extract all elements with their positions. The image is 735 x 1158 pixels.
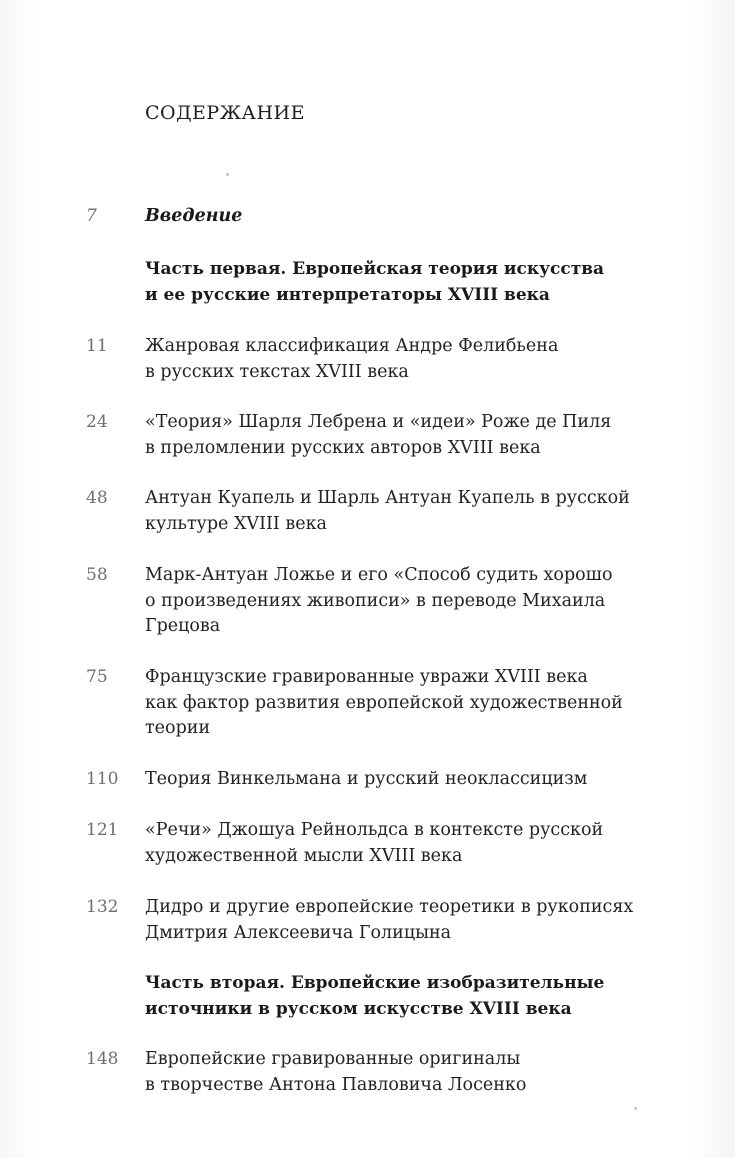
toc-page-number: 11	[86, 336, 108, 356]
toc-page-number: 121	[86, 820, 119, 840]
toc-page-number: 75	[86, 667, 108, 687]
toc-part-title: Часть вторая. Европейские изобразительные источники в русском искусстве XVIII века	[145, 973, 605, 1019]
toc-page-number: 110	[86, 769, 119, 789]
toc-entry-title: Дидро и другие европейские теоретики в рукописях Дмитрия Алексеевича Голицына	[145, 897, 634, 943]
toc-part-title: Часть первая. Европейская теория искусства и ее русские интерпретаторы XVIII века	[145, 259, 605, 305]
paper-speck	[226, 173, 229, 176]
toc-entry-title: Жанровая классификация Андре Фелибьена в русских текстах XVIII века	[145, 336, 559, 382]
toc-entry-title: Европейские гравированные оригиналы в творчестве Антона Павловича Лосенко	[145, 1049, 527, 1095]
toc-page-number: 7	[86, 206, 97, 226]
toc-entry-title: Антуан Куапель и Шарль Антуан Куапель в русской культуре XVIII века	[145, 488, 630, 534]
page-title: СОДЕРЖАНИЕ	[145, 102, 305, 124]
toc-entry-title: Марк-Антуан Ложье и его «Способ судить хорошо о произведениях живописи» в переводе Михаила Грецова	[145, 565, 613, 636]
toc-entry-title: Теория Винкельмана и русский неоклассицизм	[145, 769, 588, 789]
toc-page-number: 24	[86, 412, 108, 432]
toc-entry-title: «Речи» Джошуа Рейнольдса в контексте русской художественной мысли XVIII века	[145, 820, 604, 866]
toc-entry-title: Введение	[145, 206, 243, 226]
toc-page-number: 48	[86, 488, 108, 508]
paper-speck	[634, 1107, 637, 1110]
toc-page-number: 58	[86, 565, 108, 585]
toc-page-number: 132	[86, 897, 119, 917]
toc-entry-title: Французские гравированные увражи XVIII века как фактор развития европейской художественной теории	[145, 667, 623, 738]
toc-entry-title: «Теория» Шарля Лебрена и «идеи» Роже де Пиля в преломлении русских авторов XVIII века	[145, 412, 612, 458]
toc-page-number: 148	[86, 1049, 119, 1069]
